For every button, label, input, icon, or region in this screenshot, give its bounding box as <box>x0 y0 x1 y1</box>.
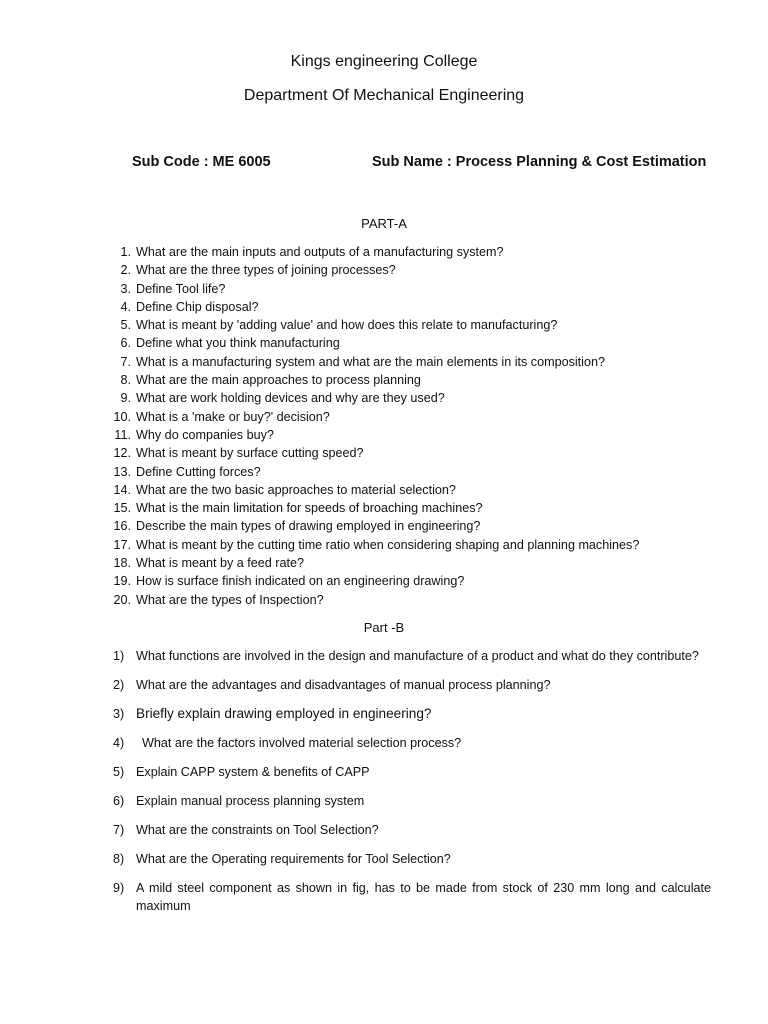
part-a-question <box>0 354 768 372</box>
question-text: Why do companies buy? <box>136 427 274 442</box>
question-text: What is the main limitation for speeds of broaching machines? <box>136 501 483 516</box>
part-a-question <box>0 244 768 262</box>
part-b-question-list <box>0 647 768 913</box>
question-number: 13. <box>113 464 131 479</box>
question-text: Define Chip disposal? <box>136 299 259 314</box>
part-b-question <box>0 879 768 913</box>
part-a-question <box>0 317 768 335</box>
question-number: 2) <box>113 678 125 692</box>
question-text: What is meant by 'adding value' and how does this relate to manufacturing? <box>136 318 558 333</box>
question-text: What are the main approaches to process planning <box>136 373 421 388</box>
question-number: 5) <box>113 765 125 779</box>
question-number: 11. <box>114 427 131 442</box>
question-text: What are the advantages and disadvantages of manual process planning? <box>136 678 551 692</box>
question-number: 7) <box>113 823 125 837</box>
question-number: 18. <box>113 556 131 571</box>
part-a-question <box>0 390 768 408</box>
question-text: What are the constraints on Tool Selection? <box>136 823 379 837</box>
question-text: What functions are involved in the design and manufacture of a product and what do they contribute? <box>136 649 699 663</box>
part-a-question-list <box>0 244 768 610</box>
part-b-question <box>0 676 768 705</box>
part-a-question <box>0 409 768 427</box>
part-a-question <box>0 518 768 536</box>
question-text: What is meant by surface cutting speed? <box>136 446 364 461</box>
part-a-question <box>0 592 768 610</box>
question-text: How is surface finish indicated on an engineering drawing? <box>136 574 465 589</box>
question-number: 12. <box>113 446 131 461</box>
question-text: Define Tool life? <box>136 281 226 296</box>
question-number: 8) <box>113 852 125 866</box>
question-number: 17. <box>113 537 131 552</box>
question-text: Explain CAPP system & benefits of CAPP <box>136 765 370 779</box>
part-a-question <box>0 262 768 280</box>
question-text: What is meant by the cutting time ratio when considering shaping and planning machines? <box>136 537 640 552</box>
question-number: 6. <box>120 336 131 351</box>
question-number: 19. <box>113 574 131 589</box>
subject-name: Sub Name : Process Planning & Cost Estimation <box>372 154 707 170</box>
question-text: What are the main inputs and outputs of a manufacturing system? <box>136 245 504 259</box>
college-name: Kings engineering College <box>290 53 478 70</box>
question-text: What are the factors involved material selection process? <box>142 736 462 750</box>
question-text: What is a 'make or buy?' decision? <box>136 409 330 424</box>
question-number: 15. <box>113 501 131 516</box>
part-a-heading: PART-A <box>361 216 407 231</box>
part-a-question <box>0 555 768 573</box>
question-number: 1) <box>113 649 125 663</box>
question-number: 9) <box>113 881 125 895</box>
question-number: 7. <box>120 354 131 369</box>
part-b-heading: Part -B <box>363 620 405 635</box>
part-a-question <box>0 427 768 445</box>
part-a-question <box>0 445 768 463</box>
question-text: What are the two basic approaches to material selection? <box>136 482 456 497</box>
department-name: Department Of Mechanical Engineering <box>243 87 525 104</box>
subject-code: Sub Code : ME 6005 <box>132 154 271 170</box>
question-text: What is meant by a feed rate? <box>136 556 305 571</box>
question-text: What is a manufacturing system and what are the main elements in its composition? <box>136 354 605 369</box>
part-a-question <box>0 537 768 555</box>
question-text: Define Cutting forces? <box>136 464 261 479</box>
question-text: What are work holding devices and why are they used? <box>136 391 445 406</box>
part-a-question <box>0 500 768 518</box>
part-a-question <box>0 299 768 317</box>
part-b-question <box>0 763 768 792</box>
question-number: 2. <box>120 263 131 278</box>
part-b-question <box>0 705 768 734</box>
question-text: Briefly explain drawing employed in engineering? <box>136 706 432 721</box>
question-number: 14. <box>113 482 131 497</box>
part-a-question <box>0 482 768 500</box>
question-text: What are the Operating requirements for Tool Selection? <box>136 852 451 866</box>
question-text: What are the types of Inspection? <box>136 592 324 607</box>
part-a-question <box>0 372 768 390</box>
question-number: 6) <box>113 794 125 808</box>
part-a-question <box>0 281 768 299</box>
part-b-question <box>0 734 768 763</box>
question-number: 10. <box>113 409 131 424</box>
question-number: 4) <box>113 736 125 750</box>
part-b-question <box>0 792 768 821</box>
question-number: 5. <box>120 318 131 333</box>
question-number: 9. <box>120 391 131 406</box>
question-text: A mild steel component as shown in fig, has to be made from stock of 230 mm long and calculate maximum <box>136 881 711 913</box>
part-a-question <box>0 573 768 591</box>
question-text: What are the three types of joining processes? <box>136 263 396 278</box>
part-a-question <box>0 335 768 353</box>
part-b-question <box>0 850 768 879</box>
question-number: 4. <box>120 299 131 314</box>
part-b-question <box>0 647 768 676</box>
question-text: Explain manual process planning system <box>136 794 365 808</box>
question-number: 1. <box>120 245 131 259</box>
question-text: Describe the main types of drawing employed in engineering? <box>136 519 481 534</box>
question-number: 3. <box>120 281 131 296</box>
question-text: Define what you think manufacturing <box>136 336 340 351</box>
part-b-question <box>0 821 768 850</box>
question-number: 20. <box>113 592 131 607</box>
part-a-question <box>0 464 768 482</box>
question-number: 16. <box>113 519 131 534</box>
question-number: 3) <box>113 707 125 721</box>
question-number: 8. <box>120 373 131 388</box>
